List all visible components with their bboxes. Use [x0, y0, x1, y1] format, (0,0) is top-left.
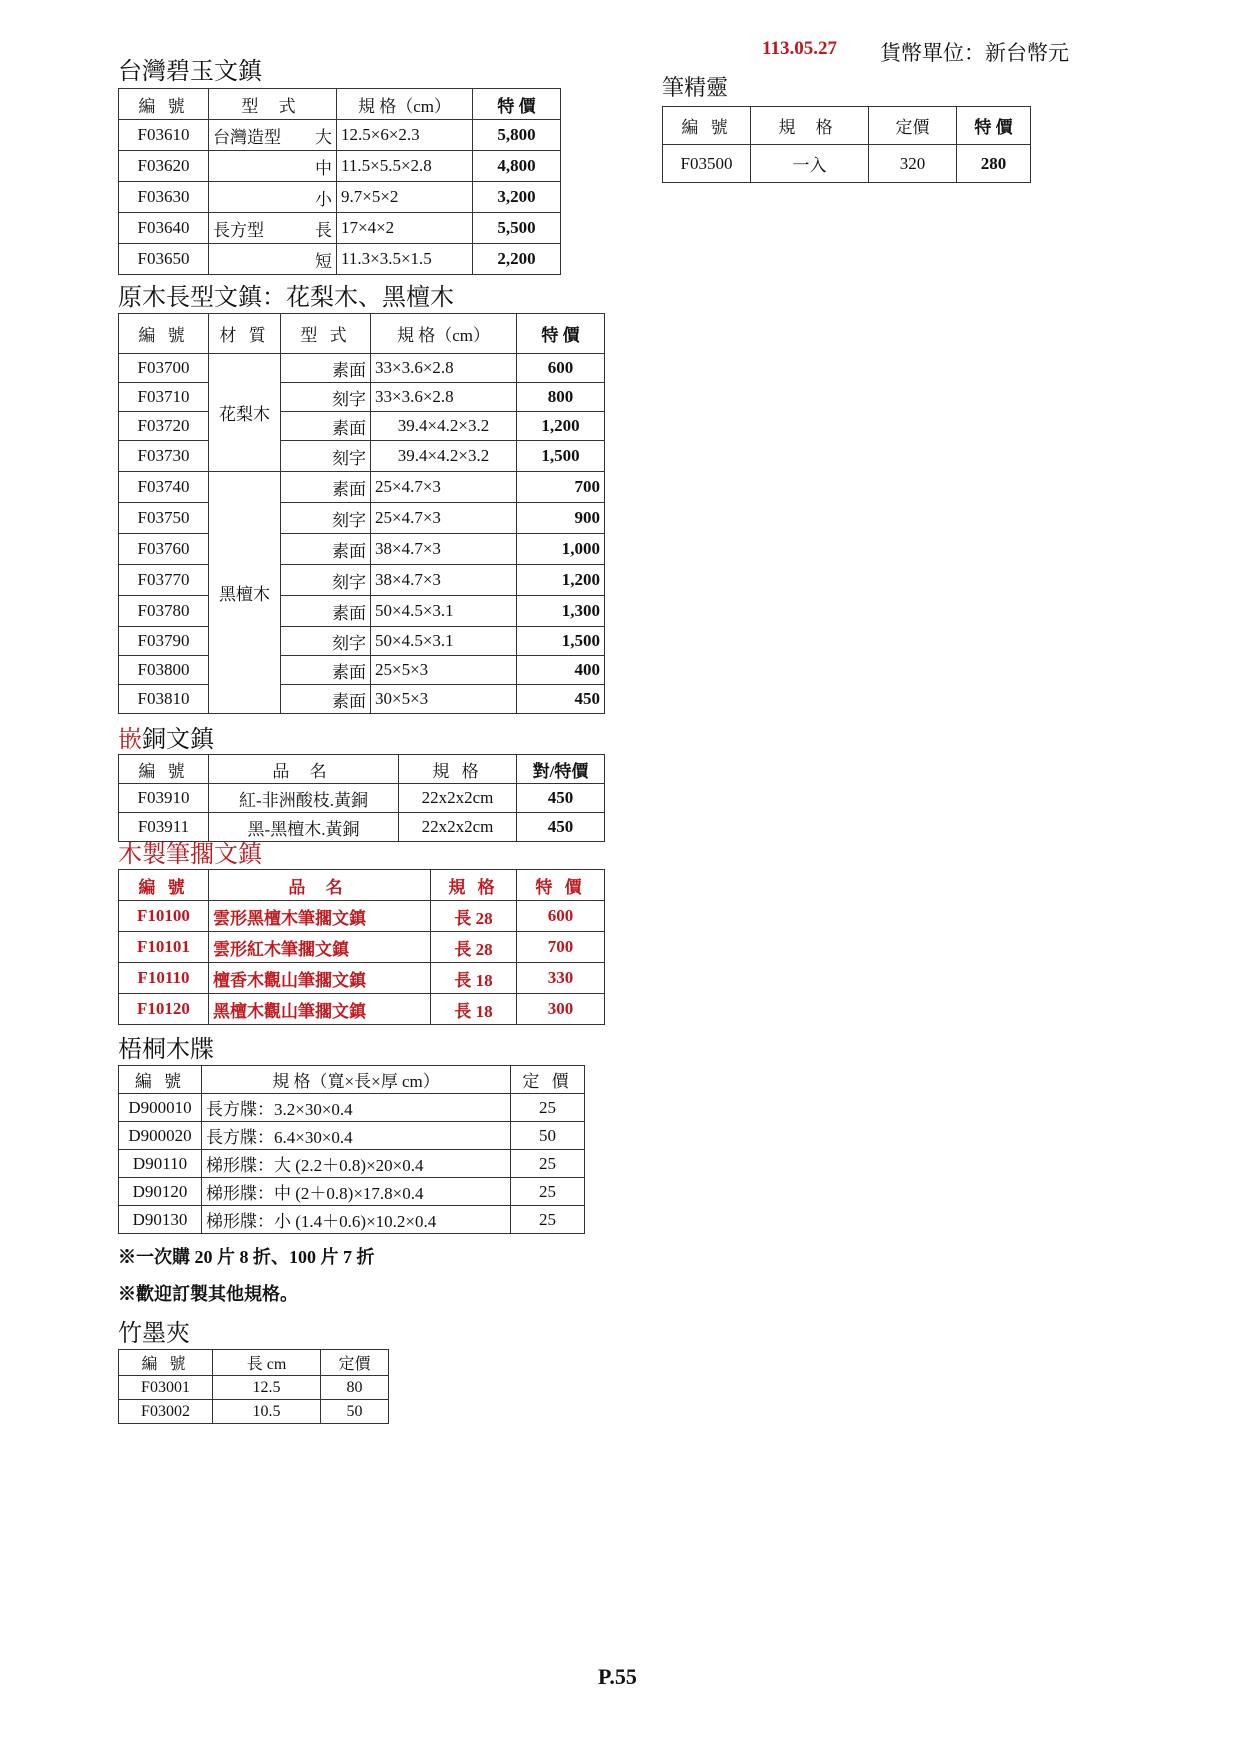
spec-cell: 25×4.7×3	[371, 503, 517, 534]
price-cell: 1,000	[517, 534, 605, 565]
col-header: 規 格（cm）	[337, 89, 473, 120]
code-cell: F03500	[663, 145, 751, 183]
spec-cell: 長 28	[431, 901, 517, 932]
spec-cell: 39.4×4.2×3.2	[371, 412, 517, 441]
price-cell: 1,500	[517, 441, 605, 472]
table-row	[119, 354, 605, 383]
spec-cell: 長 18	[431, 994, 517, 1025]
price-cell: 600	[517, 901, 605, 932]
spec-cell: 33×3.6×2.8	[371, 354, 517, 383]
style-cell: 刻字	[281, 627, 371, 656]
brass-table	[118, 754, 605, 842]
code-cell: F03910	[119, 784, 209, 813]
code-cell: F03700	[119, 354, 209, 383]
table-header-row	[119, 755, 605, 784]
table-row	[119, 813, 605, 842]
table-row	[119, 383, 605, 412]
section-title-jade: 台灣碧玉文鎮	[118, 59, 262, 85]
style-cell: 素面	[281, 412, 371, 441]
spec-cell: 25×4.7×3	[371, 472, 517, 503]
price-cell: 25	[511, 1178, 585, 1206]
jade-table	[118, 88, 561, 275]
table-row	[119, 901, 605, 932]
length-cell: 12.5	[213, 1376, 321, 1400]
table-row	[119, 182, 561, 213]
col-header: 編 號	[119, 89, 209, 120]
table-row	[119, 784, 605, 813]
name-cell: 黑檀木觀山筆擱文鎮	[209, 994, 431, 1025]
price-cell: 25	[511, 1094, 585, 1122]
code-cell: F03780	[119, 596, 209, 627]
code-cell: F03750	[119, 503, 209, 534]
paulownia-table	[118, 1065, 585, 1234]
col-header: 品 名	[209, 870, 431, 901]
table-row	[119, 1122, 585, 1150]
size-word: 大	[315, 127, 332, 147]
style-cell: 刻字	[281, 565, 371, 596]
col-header: 特 價	[473, 89, 561, 120]
title-rest: 銅文鎮	[142, 727, 214, 753]
price-cell: 280	[957, 145, 1031, 183]
price-cell: 1,300	[517, 596, 605, 627]
table-header-row	[119, 1066, 585, 1094]
col-header: 定價	[869, 107, 957, 145]
spec-cell: 17×4×2	[337, 213, 473, 244]
bamboo-table	[118, 1349, 389, 1424]
table-row	[663, 145, 1031, 183]
section-title-wood: 原木長型文鎮：花梨木、黑檀木	[118, 285, 454, 311]
price-cell: 450	[517, 685, 605, 714]
table-row	[119, 412, 605, 441]
spec-cell: 梯形牒：中 (2＋0.8)×17.8×0.4	[202, 1178, 511, 1206]
col-header: 規 格（cm）	[371, 314, 517, 354]
table-row	[119, 472, 605, 503]
col-header: 規 格（寬×長×厚 cm）	[202, 1066, 511, 1094]
section-title-brass	[118, 726, 214, 754]
code-cell: F03770	[119, 565, 209, 596]
title-red-char: 嵌	[118, 727, 142, 753]
code-cell: F03002	[119, 1400, 213, 1424]
spec-cell: 9.7×5×2	[337, 182, 473, 213]
name-cell: 紅-非洲酸枝.黃銅	[209, 784, 399, 813]
code-cell: F03620	[119, 151, 209, 182]
table-row	[119, 503, 605, 534]
style-cell: 刻字	[281, 383, 371, 412]
col-header: 材 質	[209, 314, 281, 354]
price-cell: 3,200	[473, 182, 561, 213]
price-cell: 25	[511, 1150, 585, 1178]
spec-cell: 38×4.7×3	[371, 534, 517, 565]
code-cell: F03720	[119, 412, 209, 441]
list-price-cell: 320	[869, 145, 957, 183]
spec-cell: 22x2x2cm	[399, 813, 517, 842]
section-title-paulownia: 梧桐木牒	[118, 1037, 214, 1063]
price-cell: 400	[517, 656, 605, 685]
col-header: 長 cm	[213, 1350, 321, 1376]
section-title-pen-spirit: 筆精靈	[662, 75, 729, 100]
spec-cell: 11.3×3.5×1.5	[337, 244, 473, 275]
code-cell: F03740	[119, 472, 209, 503]
section-title-bamboo: 竹墨夾	[118, 1321, 190, 1347]
price-cell: 5,500	[473, 213, 561, 244]
type-text: 台灣造型	[213, 127, 281, 147]
code-cell: F03710	[119, 383, 209, 412]
table-header-row	[119, 1350, 389, 1376]
price-cell: 25	[511, 1206, 585, 1234]
size-word: 中	[209, 151, 337, 182]
price-cell: 50	[321, 1400, 389, 1424]
col-header: 品 名	[209, 755, 399, 784]
name-cell: 雲形紅木筆擱文鎮	[209, 932, 431, 963]
spec-cell: 梯形牒：大 (2.2＋0.8)×20×0.4	[202, 1150, 511, 1178]
price-cell: 450	[517, 813, 605, 842]
code-cell: D900010	[119, 1094, 202, 1122]
code-cell: F03911	[119, 813, 209, 842]
code-cell: F10110	[119, 963, 209, 994]
code-cell: F03610	[119, 120, 209, 151]
col-header: 編 號	[119, 314, 209, 354]
table-row	[119, 627, 605, 656]
table-row	[119, 120, 561, 151]
currency-label: 貨幣單位：新台幣元	[880, 41, 1069, 65]
col-header: 特 價	[517, 870, 605, 901]
material-cell: 花梨木	[209, 354, 281, 472]
price-cell: 80	[321, 1376, 389, 1400]
code-cell: F03650	[119, 244, 209, 275]
style-cell: 素面	[281, 685, 371, 714]
spec-cell: 11.5×5.5×2.8	[337, 151, 473, 182]
code-cell: F03800	[119, 656, 209, 685]
table-row	[119, 963, 605, 994]
spec-cell: 30×5×3	[371, 685, 517, 714]
col-header: 定 價	[511, 1066, 585, 1094]
table-row	[119, 994, 605, 1025]
code-cell: F10120	[119, 994, 209, 1025]
table-row	[119, 1206, 585, 1234]
code-cell: F10100	[119, 901, 209, 932]
col-header: 規 格	[431, 870, 517, 901]
table-row	[119, 1400, 389, 1424]
price-cell: 700	[517, 932, 605, 963]
code-cell: F03001	[119, 1376, 213, 1400]
style-cell: 素面	[281, 534, 371, 565]
spec-cell: 一入	[751, 145, 869, 183]
code-cell: F03640	[119, 213, 209, 244]
spec-cell: 長方牒：3.2×30×0.4	[202, 1094, 511, 1122]
discount-note: ※一次購 20 片 8 折、100 片 7 折	[118, 1247, 375, 1267]
price-cell: 300	[517, 994, 605, 1025]
table-row	[119, 1150, 585, 1178]
price-cell: 50	[511, 1122, 585, 1150]
table-row	[119, 213, 561, 244]
name-cell: 雲形黑檀木筆擱文鎮	[209, 901, 431, 932]
col-header: 編 號	[119, 755, 209, 784]
spec-cell: 50×4.5×3.1	[371, 627, 517, 656]
col-header: 特 價	[957, 107, 1031, 145]
price-cell: 700	[517, 472, 605, 503]
table-row	[119, 151, 561, 182]
type-cell	[209, 213, 337, 244]
spec-cell: 33×3.6×2.8	[371, 383, 517, 412]
col-header: 型 式	[209, 89, 337, 120]
col-header: 定價	[321, 1350, 389, 1376]
price-cell: 5,800	[473, 120, 561, 151]
price-cell: 1,200	[517, 412, 605, 441]
price-cell: 800	[517, 383, 605, 412]
style-cell: 刻字	[281, 503, 371, 534]
code-cell: D900020	[119, 1122, 202, 1150]
table-row	[119, 656, 605, 685]
code-cell: D90130	[119, 1206, 202, 1234]
col-header: 編 號	[119, 870, 209, 901]
section-title-penrest: 木製筆擱文鎮	[118, 842, 262, 868]
col-header: 特 價	[517, 314, 605, 354]
col-header: 型 式	[281, 314, 371, 354]
style-cell: 刻字	[281, 441, 371, 472]
col-header: 對/特價	[517, 755, 605, 784]
length-cell: 10.5	[213, 1400, 321, 1424]
code-cell: D90110	[119, 1150, 202, 1178]
table-row	[119, 565, 605, 596]
table-row	[119, 1178, 585, 1206]
page-number: P.55	[598, 1664, 637, 1689]
style-cell: 素面	[281, 596, 371, 627]
date-label: 113.05.27	[762, 38, 837, 59]
style-cell: 素面	[281, 354, 371, 383]
code-cell: F03790	[119, 627, 209, 656]
table-header-row	[119, 870, 605, 901]
price-cell: 1,200	[517, 565, 605, 596]
material-cell: 黑檀木	[209, 472, 281, 714]
spec-cell: 38×4.7×3	[371, 565, 517, 596]
spec-cell: 22x2x2cm	[399, 784, 517, 813]
style-cell: 素面	[281, 656, 371, 685]
price-cell: 900	[517, 503, 605, 534]
pen-spirit-table	[662, 106, 1031, 183]
col-header: 規 格	[399, 755, 517, 784]
col-header: 編 號	[119, 1350, 213, 1376]
table-row	[119, 244, 561, 275]
table-row	[119, 1094, 585, 1122]
table-row	[119, 685, 605, 714]
penrest-table	[118, 869, 605, 1025]
code-cell: F03730	[119, 441, 209, 472]
spec-cell: 長 28	[431, 932, 517, 963]
table-row	[119, 596, 605, 627]
table-row	[119, 1376, 389, 1400]
type-text: 長方型	[213, 220, 264, 240]
code-cell: D90120	[119, 1178, 202, 1206]
col-header: 編 號	[119, 1066, 202, 1094]
spec-cell: 梯形牒：小 (1.4＋0.6)×10.2×0.4	[202, 1206, 511, 1234]
name-cell: 檀香木觀山筆擱文鎮	[209, 963, 431, 994]
spec-cell: 長 18	[431, 963, 517, 994]
price-cell: 2,200	[473, 244, 561, 275]
type-cell	[209, 120, 337, 151]
price-cell: 330	[517, 963, 605, 994]
table-row	[119, 441, 605, 472]
price-cell: 4,800	[473, 151, 561, 182]
col-header: 編 號	[663, 107, 751, 145]
col-header: 規 格	[751, 107, 869, 145]
price-cell: 450	[517, 784, 605, 813]
code-cell: F10101	[119, 932, 209, 963]
size-word: 短	[209, 244, 337, 275]
price-cell: 1,500	[517, 627, 605, 656]
custom-order-note: ※歡迎訂製其他規格。	[118, 1284, 298, 1304]
price-cell: 600	[517, 354, 605, 383]
table-row	[119, 534, 605, 565]
spec-cell: 長方牒：6.4×30×0.4	[202, 1122, 511, 1150]
style-cell: 素面	[281, 472, 371, 503]
spec-cell: 50×4.5×3.1	[371, 596, 517, 627]
wood-table	[118, 313, 605, 714]
code-cell: F03760	[119, 534, 209, 565]
spec-cell: 12.5×6×2.3	[337, 120, 473, 151]
code-cell: F03630	[119, 182, 209, 213]
size-word: 長	[315, 220, 332, 240]
table-row	[119, 932, 605, 963]
spec-cell: 39.4×4.2×3.2	[371, 441, 517, 472]
code-cell: F03810	[119, 685, 209, 714]
table-header-row	[663, 107, 1031, 145]
size-word: 小	[209, 182, 337, 213]
name-cell: 黑-黑檀木.黃銅	[209, 813, 399, 842]
table-header-row	[119, 89, 561, 120]
spec-cell: 25×5×3	[371, 656, 517, 685]
table-header-row	[119, 314, 605, 354]
